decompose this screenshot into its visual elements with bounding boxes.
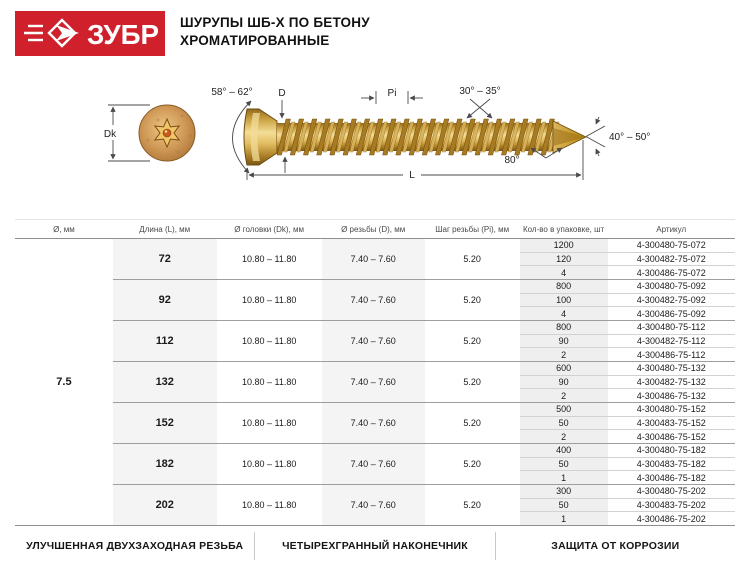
- screw-top-view-drawing: [139, 105, 195, 161]
- tip-angle-label: 40° – 50°: [609, 132, 651, 143]
- page-title-line2: ХРОМАТИРОВАННЫЕ: [180, 33, 330, 48]
- head-angle-label: 58° – 62°: [211, 87, 253, 98]
- article-subcolumn: [608, 321, 735, 361]
- qty-subcolumn: [520, 362, 608, 402]
- pitch-cell: 5.20: [463, 254, 481, 264]
- pitch-cell: 5.20: [463, 500, 481, 510]
- qty-value: 800: [556, 322, 572, 333]
- article-value: 4-300480-75-072: [636, 240, 706, 251]
- pitch-cell: 5.20: [463, 459, 481, 469]
- feature-thread: УЛУЧШЕННАЯ ДВУХЗАХОДНАЯ РЕЗЬБА: [26, 540, 244, 552]
- feature-tip: ЧЕТЫРЕХГРАННЫЙ НАКОНЕЧНИК: [254, 532, 494, 560]
- qty-value: 500: [556, 404, 572, 415]
- qty-value: 50: [520, 416, 608, 430]
- length-cell: 72: [113, 239, 217, 279]
- length-cell: 202: [113, 485, 217, 525]
- article-value: 4-300482-75-112: [608, 334, 735, 348]
- article-subcolumn: [608, 444, 735, 484]
- tip-angle-dimension: [586, 117, 650, 156]
- article-subcolumn: [608, 239, 735, 279]
- column-header-pack-qty: Кол-во в упаковке, шт: [522, 224, 605, 234]
- head-d-cell: 10.80 – 11.80: [241, 295, 297, 305]
- column-header-head-diameter: Ø головки (Dk), мм: [234, 224, 304, 234]
- thread-d-cell: 7.40 – 7.60: [322, 239, 425, 279]
- length-label: L: [409, 170, 415, 181]
- table-row: [113, 320, 735, 361]
- d-label: D: [278, 88, 286, 99]
- head-d-cell: 10.80 – 11.80: [241, 377, 297, 387]
- qty-value: 100: [520, 293, 608, 307]
- article-subcolumn: [608, 362, 735, 402]
- column-header-article: Артикул: [656, 224, 687, 234]
- length-cell: 132: [113, 362, 217, 402]
- feature-corrosion: ЗАЩИТА ОТ КОРРОЗИИ: [495, 532, 735, 560]
- column-header-length: Длина (L), мм: [139, 224, 191, 234]
- article-value: 4-300483-75-182: [608, 457, 735, 471]
- thread-d-cell: 7.40 – 7.60: [322, 280, 425, 320]
- diameter-value: 7.5: [56, 376, 72, 388]
- head-d-cell: 10.80 – 11.80: [241, 254, 297, 264]
- article-value: 4-300482-75-072: [608, 252, 735, 266]
- qty-subcolumn: [520, 280, 608, 320]
- article-value: 4-300482-75-092: [608, 293, 735, 307]
- dk-label: Dk: [103, 129, 117, 140]
- table-row: [113, 279, 735, 320]
- pitch-cell: 5.20: [463, 377, 481, 387]
- article-value: 4-300480-75-092: [636, 281, 706, 292]
- head-d-cell: 10.80 – 11.80: [241, 336, 297, 346]
- article-value: 4-300483-75-152: [608, 416, 735, 430]
- article-value: 4-300482-75-132: [608, 375, 735, 389]
- article-value: 4-300486-75-072: [608, 265, 735, 279]
- qty-subcolumn: [520, 403, 608, 443]
- article-value: 4-300486-75-202: [608, 511, 735, 525]
- table-body: [15, 239, 735, 526]
- column-header-thread-diameter: Ø резьбы (D), мм: [341, 224, 406, 234]
- pitch-cell: 5.20: [463, 295, 481, 305]
- page-title-line1: ШУРУПЫ ШБ-Х ПО БЕТОНУ: [180, 15, 370, 30]
- logo-text: ЗУБР: [87, 19, 159, 50]
- article-value: 4-300486-75-112: [608, 347, 735, 361]
- column-header-pitch: Шаг резьбы (Pi), мм: [435, 224, 510, 234]
- qty-value: 1: [520, 511, 608, 525]
- table-row: [113, 402, 735, 443]
- table-header-row: [15, 219, 735, 239]
- qty-value: 50: [520, 457, 608, 471]
- qty-value: 300: [556, 486, 572, 497]
- qty-value: 600: [556, 363, 572, 374]
- article-value: 4-300480-75-182: [636, 445, 706, 456]
- flank-angle-label: 30° – 35°: [459, 86, 501, 97]
- page-title: [180, 14, 370, 50]
- article-value: 4-300480-75-132: [636, 363, 706, 374]
- spec-table: [15, 219, 735, 526]
- article-value: 4-300480-75-112: [637, 322, 706, 333]
- qty-subcolumn: [520, 444, 608, 484]
- article-value: 4-300483-75-202: [608, 498, 735, 512]
- length-cell: 152: [113, 403, 217, 443]
- zubr-logo: [15, 11, 165, 56]
- table-row: [113, 361, 735, 402]
- thread-d-cell: 7.40 – 7.60: [322, 485, 425, 525]
- qty-value: 1200: [553, 240, 574, 251]
- article-subcolumn: [608, 403, 735, 443]
- pitch-cell: 5.20: [463, 418, 481, 428]
- qty-value: 4: [520, 265, 608, 279]
- length-cell: 112: [113, 321, 217, 361]
- length-cell: 182: [113, 444, 217, 484]
- screw-technical-drawing: [0, 70, 750, 210]
- table-row: [113, 443, 735, 484]
- head-d-cell: 10.80 – 11.80: [241, 500, 297, 510]
- qty-subcolumn: [520, 485, 608, 525]
- thread-d-cell: 7.40 – 7.60: [322, 403, 425, 443]
- table-row: [113, 484, 735, 525]
- qty-value: 90: [520, 334, 608, 348]
- article-subcolumn: [608, 485, 735, 525]
- qty-subcolumn: [520, 239, 608, 279]
- feature-bar: [15, 532, 735, 560]
- flank-angle-dimension: [459, 86, 500, 118]
- qty-value: 400: [556, 445, 572, 456]
- table-row: [113, 239, 735, 279]
- qty-subcolumn: [520, 321, 608, 361]
- length-cell: 92: [113, 280, 217, 320]
- pitch-cell: 5.20: [463, 336, 481, 346]
- pitch-dimension: [361, 88, 423, 104]
- qty-value: 4: [520, 306, 608, 320]
- article-subcolumn: [608, 280, 735, 320]
- article-value: 4-300486-75-092: [608, 306, 735, 320]
- article-value: 4-300486-75-182: [608, 470, 735, 484]
- thread-d-cell: 7.40 – 7.60: [322, 362, 425, 402]
- article-value: 4-300486-75-152: [608, 429, 735, 443]
- pi-label: Pi: [387, 88, 397, 99]
- qty-value: 2: [520, 388, 608, 402]
- article-value: 4-300486-75-132: [608, 388, 735, 402]
- article-value: 4-300480-75-152: [636, 404, 706, 415]
- head-d-cell: 10.80 – 11.80: [241, 459, 297, 469]
- thread-d-cell: 7.40 – 7.60: [322, 321, 425, 361]
- thread-d-cell: 7.40 – 7.60: [322, 444, 425, 484]
- qty-value: 2: [520, 429, 608, 443]
- head-d-cell: 10.80 – 11.80: [241, 418, 297, 428]
- column-header-diameter: Ø, мм: [53, 224, 75, 234]
- qty-value: 1: [520, 470, 608, 484]
- article-value: 4-300480-75-202: [636, 486, 706, 497]
- screw-side-view-drawing: [244, 109, 586, 165]
- qty-value: 120: [520, 252, 608, 266]
- qty-value: 800: [556, 281, 572, 292]
- point-angle-label: 80°: [504, 155, 520, 166]
- qty-value: 50: [520, 498, 608, 512]
- qty-value: 2: [520, 347, 608, 361]
- qty-value: 90: [520, 375, 608, 389]
